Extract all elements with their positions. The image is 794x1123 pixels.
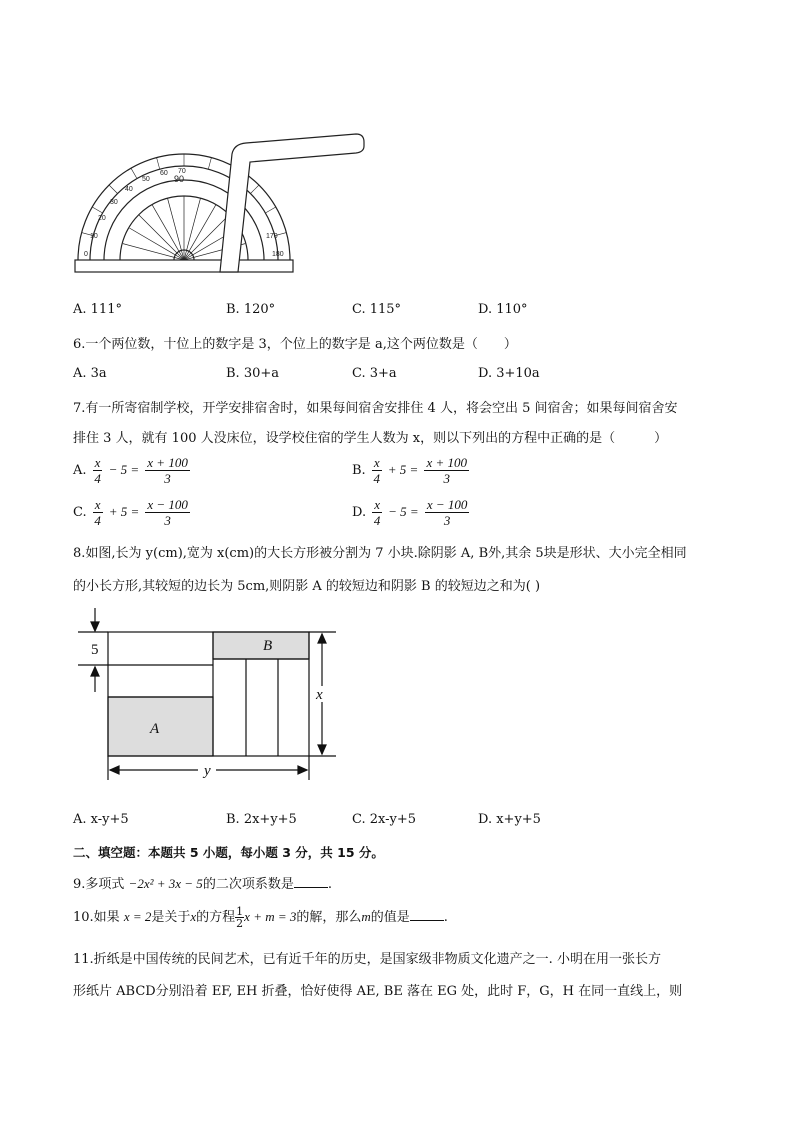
svg-text:170: 170 [266, 233, 278, 240]
svg-text:10: 10 [90, 233, 98, 240]
protractor-figure [70, 128, 370, 280]
q7-option-d: D. $\frac{x}{4}$ − 5 = $\frac{x - 100}{3}$ [352, 497, 468, 528]
svg-text:50: 50 [142, 176, 150, 183]
figure-label-x: x [316, 687, 323, 703]
q10-answer-blank[interactable] [410, 908, 444, 921]
section-2-heading: 二、填空题：本题共 5 小题，每小题 3 分，共 15 分。 [73, 845, 384, 860]
q8-option-b: B. 2x+y+5 [226, 812, 297, 827]
q6-text: 6.一个两位数，十位上的数字是 3，个位上的数字是 a,这个两位数是（ ） [73, 337, 517, 352]
q8-option-c: C. 2x-y+5 [352, 812, 417, 827]
svg-text:0: 0 [84, 251, 88, 258]
q5-option-d: D. 110° [478, 302, 528, 317]
q5-option-c: C. 115° [352, 302, 402, 317]
q7-line2: 排住 3 人，就有 100 人没床位，设学校住宿的学生人数为 x，则以下列出的方程中正确的是（ ） [73, 431, 668, 446]
svg-text:20: 20 [98, 215, 106, 222]
svg-text:180: 180 [272, 251, 284, 258]
svg-text:60: 60 [160, 170, 168, 177]
q8-line1: 8.如图,长为 y(cm),宽为 x(cm)的大长方形被分割为 7 小块.除阴影 A, B外,其余 5块是形状、大小完全相同 [73, 546, 687, 561]
q8-option-d: D. x+y+5 [478, 812, 541, 827]
figure-label-5: 5 [91, 642, 99, 658]
svg-text:30: 30 [110, 199, 118, 206]
q6-option-d: D. 3+10a [478, 366, 540, 381]
q8-option-a: A. x-y+5 [73, 812, 129, 827]
q5-option-a: A. 111° [73, 302, 122, 317]
q6-option-c: C. 3+a [352, 366, 397, 381]
q11-line1: 11.折纸是中国传统的民间艺术，已有近千年的历史，是国家级非物质文化遗产之一. 小明在用一张长方 [73, 952, 661, 967]
figure-label-y: y [204, 763, 211, 779]
q9-answer-blank[interactable] [294, 875, 328, 888]
q10-text: 10.如果 x = 2是关于x的方程 $\frac{1}{2}$ x + m = 3的解，那么m的值是 . [73, 905, 448, 930]
q8-line2: 的小长方形,其较短的边长为 5cm,则阴影 A 的较短边和阴影 B 的较短边之和为( ) [73, 579, 541, 594]
q7-option-b: B. $\frac{x}{4}$ + 5 = $\frac{x + 100}{3}$ [352, 455, 467, 486]
svg-text:40: 40 [125, 186, 133, 193]
svg-text:90: 90 [174, 174, 185, 184]
q9-text: 9.多项式 −2x² + 3x − 5的二次项系数是 . [73, 876, 332, 892]
q6-option-b: B. 30+a [226, 366, 280, 381]
svg-text:70: 70 [178, 168, 186, 175]
rectangle-figure [78, 604, 348, 784]
q6-option-a: A. 3a [73, 366, 107, 381]
figure-label-a: A [150, 721, 160, 737]
q7-option-a: A. $\frac{x}{4}$ − 5 = $\frac{x + 100}{3}$ [73, 455, 188, 486]
figure-label-b: B [263, 638, 273, 654]
q7-option-c: C. $\frac{x}{4}$ + 5 = $\frac{x - 100}{3}$ [73, 497, 188, 528]
q11-line2: 形纸片 ABCD分别沿着 EF, EH 折叠，恰好使得 AE, BE 落在 EG 处，此时 F，G，H 在同一直线上，则 [73, 984, 683, 999]
q7-line1: 7.有一所寄宿制学校，开学安排宿舍时，如果每间宿舍安排住 4 人，将会空出 5 间宿舍；如果每间宿舍安 [73, 401, 678, 416]
q5-option-b: B. 120° [226, 302, 276, 317]
